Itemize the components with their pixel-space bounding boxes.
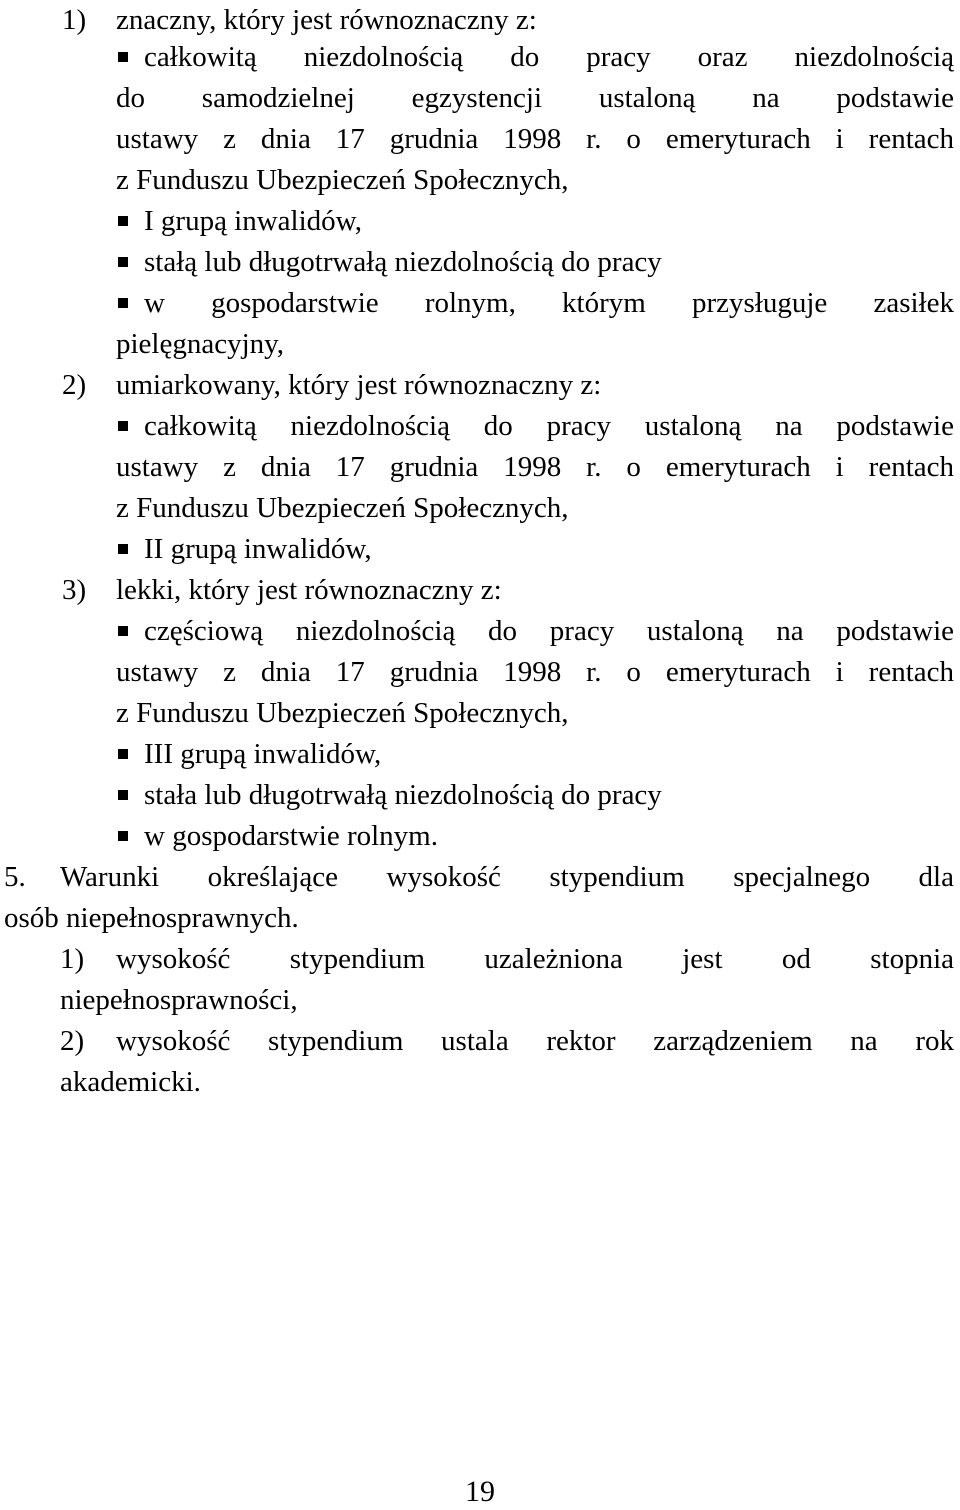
degree-3-bullet-4-text: w gospodarstwie rolnym.	[144, 820, 438, 852]
degree-3-heading-line	[0, 570, 960, 610]
degree-3-bullet-2-text: III grupą inwalidów,	[144, 738, 382, 770]
degree-1-bullet-1-line-4	[0, 160, 960, 200]
section-5-item-2-text: wysokość stypendium ustala rektor zarządzeniem na rok	[116, 1025, 954, 1057]
degree-2-bullet-1-text: całkowitą niezdolnością do pracy ustaloną na podstawie	[144, 410, 954, 442]
degree-2-bullet-1-text: z Funduszu Ubezpieczeń Społecznych,	[116, 492, 569, 524]
degree-1-bullet-1-text: ustawy z dnia 17 grudnia 1998 r. o emeryturach i rentach	[116, 123, 954, 155]
section-5-item-1-number: 1)	[60, 943, 85, 975]
square-bullet-icon	[118, 626, 128, 636]
square-bullet-icon	[118, 216, 128, 226]
section-5-item-2-text: akademicki.	[60, 1066, 201, 1098]
degree-2-bullet-2-text: II grupą inwalidów,	[144, 533, 372, 565]
degree-2-bullet-1-line-1	[0, 406, 960, 446]
degree-2-heading: umiarkowany, który jest równoznaczny z:	[116, 369, 602, 401]
square-bullet-icon	[118, 257, 128, 267]
section-5-number: 5.	[4, 861, 26, 893]
section-5-item-1-line-2	[0, 980, 960, 1020]
section-5-title-line-2	[0, 898, 960, 938]
degree-2-number: 2)	[62, 369, 87, 401]
degree-2-bullet-2-line	[0, 529, 960, 569]
degree-1-bullet-3-line	[0, 242, 960, 282]
degree-1-bullet-2-text: I grupą inwalidów,	[144, 205, 362, 237]
degree-1-heading: znaczny, który jest równoznaczny z:	[116, 4, 537, 36]
degree-3-bullet-2-line	[0, 734, 960, 774]
degree-3-bullet-1-line-1	[0, 611, 960, 651]
degree-3-bullet-1-text: ustawy z dnia 17 grudnia 1998 r. o emeryturach i rentach	[116, 656, 954, 688]
square-bullet-icon	[118, 544, 128, 554]
degree-1-bullet-1-line-2	[0, 78, 960, 118]
degree-1-bullet-3-text: stałą lub długotrwałą niezdolnością do pracy	[144, 246, 662, 278]
section-5-item-2-number: 2)	[60, 1025, 85, 1057]
square-bullet-icon	[118, 790, 128, 800]
degree-3-bullet-1-text: z Funduszu Ubezpieczeń Społecznych,	[116, 697, 569, 729]
degree-1-bullet-4-text: pielęgnacyjny,	[116, 328, 285, 360]
section-5-item-2-line-1	[0, 1021, 960, 1061]
degree-1-bullet-1-text: całkowitą niezdolnością do pracy oraz niezdolnością	[144, 41, 954, 73]
degree-1-bullet-1-text: z Funduszu Ubezpieczeń Społecznych,	[116, 164, 569, 196]
degree-1-heading-line	[0, 0, 960, 40]
square-bullet-icon	[118, 298, 128, 308]
square-bullet-icon	[118, 52, 128, 62]
degree-1-number: 1)	[62, 4, 87, 36]
degree-3-bullet-1-text: częściową niezdolnością do pracy ustaloną na podstawie	[144, 615, 954, 647]
degree-1-bullet-1-text: do samodzielnej egzystencji ustaloną na podstawie	[116, 82, 954, 114]
degree-3-bullet-4-line	[0, 816, 960, 856]
degree-3-bullet-3-text: stała lub długotrwałą niezdolnością do pracy	[144, 779, 662, 811]
degree-3-heading: lekki, który jest równoznaczny z:	[116, 574, 502, 606]
section-5-item-1-text: niepełnosprawności,	[60, 984, 298, 1016]
section-5-item-2-line-2	[0, 1062, 960, 1102]
square-bullet-icon	[118, 831, 128, 841]
section-5-item-1-line-1	[0, 939, 960, 979]
degree-3-bullet-1-line-2	[0, 652, 960, 692]
degree-1-bullet-1-line-1	[0, 37, 960, 77]
page-number: 19	[465, 1475, 495, 1508]
degree-2-bullet-1-line-3	[0, 488, 960, 528]
degree-1-bullet-2-line	[0, 201, 960, 241]
degree-2-bullet-1-text: ustawy z dnia 17 grudnia 1998 r. o emeryturach i rentach	[116, 451, 954, 483]
degree-1-bullet-4-line-2	[0, 324, 960, 364]
square-bullet-icon	[118, 749, 128, 759]
degree-3-bullet-1-line-3	[0, 693, 960, 733]
section-5-title: Warunki określające wysokość stypendium specjalnego dla	[60, 861, 954, 893]
degree-2-heading-line	[0, 365, 960, 405]
degree-3-number: 3)	[62, 574, 87, 606]
degree-1-bullet-1-line-3	[0, 119, 960, 159]
section-5-title-line-1	[0, 857, 960, 897]
square-bullet-icon	[118, 421, 128, 431]
degree-2-bullet-1-line-2	[0, 447, 960, 487]
degree-1-bullet-4-text: w gospodarstwie rolnym, którym przysługuje zasiłek	[144, 287, 954, 319]
degree-1-bullet-4-line-1	[0, 283, 960, 323]
section-5-title: osób niepełnosprawnych.	[4, 902, 299, 934]
section-5-item-1-text: wysokość stypendium uzależniona jest od stopnia	[116, 943, 954, 975]
degree-3-bullet-3-line	[0, 775, 960, 815]
